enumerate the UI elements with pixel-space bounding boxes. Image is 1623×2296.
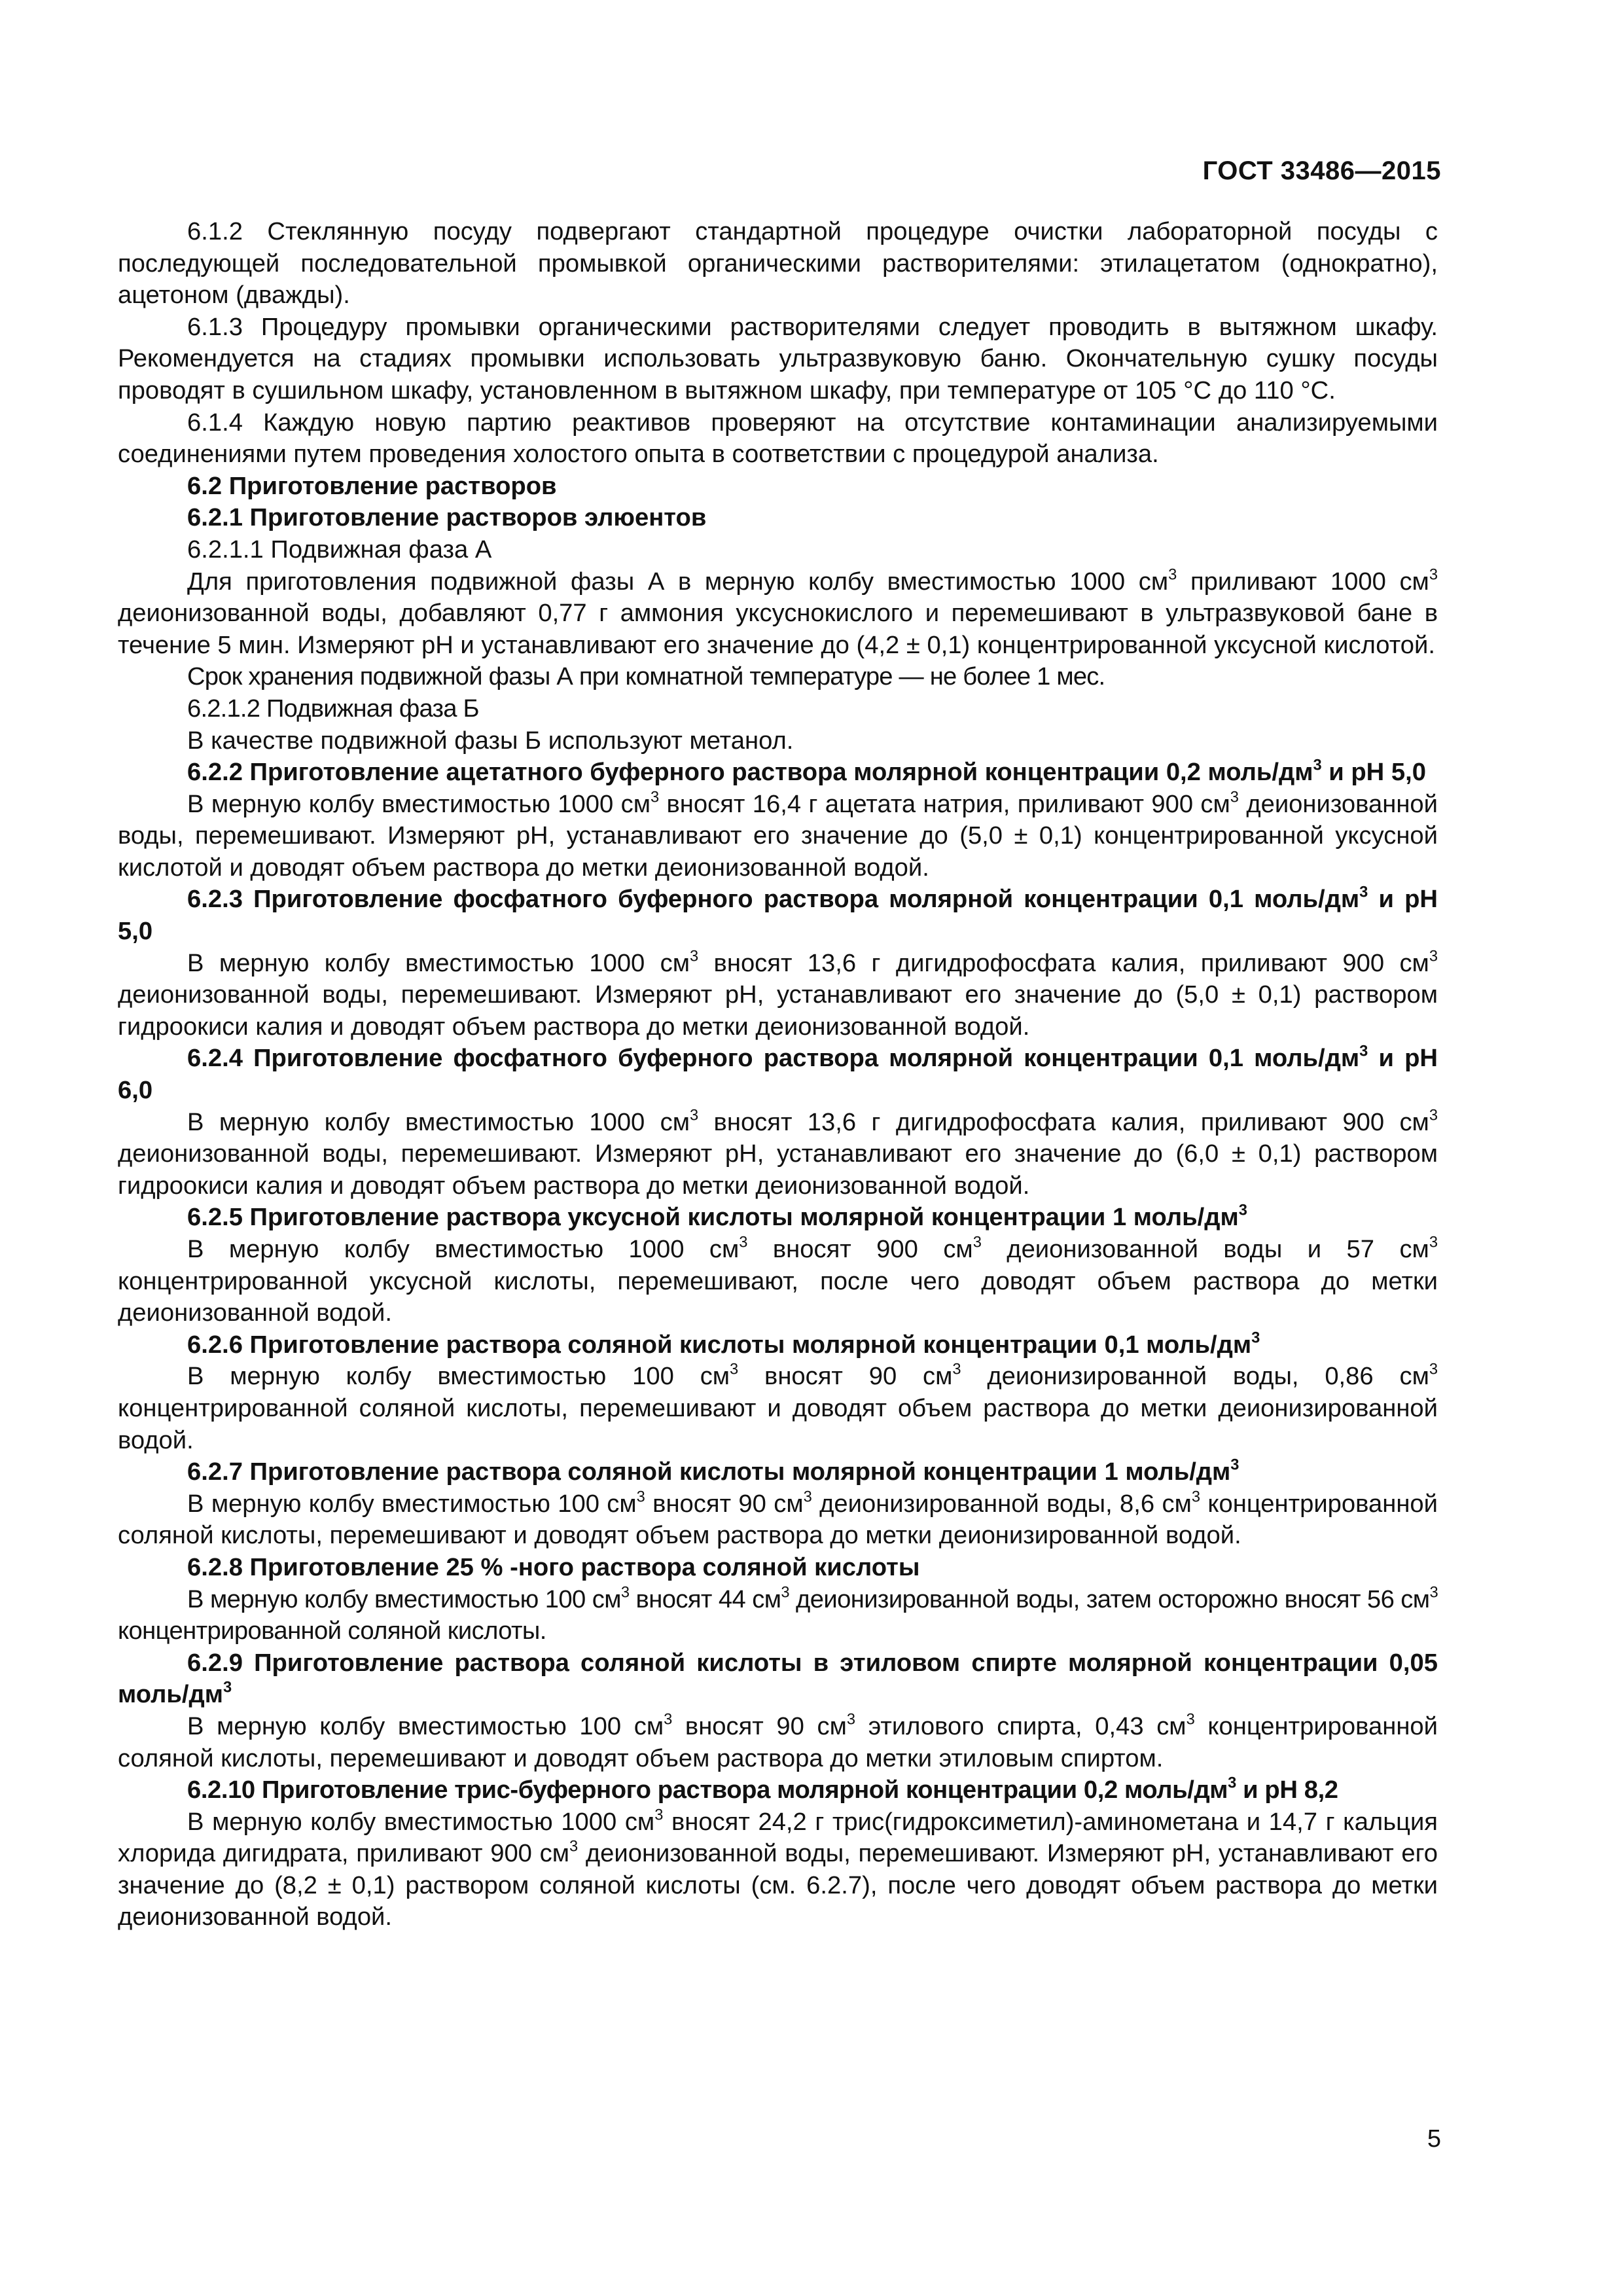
superscript: 3 [1429,1234,1438,1251]
section-heading-6-2-7 [118,1456,1438,1488]
superscript: 3 [1191,1488,1201,1506]
text-part: приливают 1000 см [1177,567,1429,596]
text-part: В мерную колбу вместимостью 1000 см [187,1807,655,1836]
text-part: деионизированной воды, 8,6 см [812,1489,1192,1518]
superscript: 3 [223,1679,232,1696]
text-part: концентрированной уксусной кислоты, перемешивают, после чего доводят объем раствора до метки деионизованной водой. [118,1266,1438,1327]
text-part: В мерную колбу вместимостью 1000 см [187,1235,740,1263]
text-part: концентрированной соляной кислоты, перемешивают и доводят объем раствора до метки этиловым спиртом. [118,1712,1438,1772]
text-part: вносят 24,2 г трис(гидроксиметил)-аминометана и 14,7 г кальция хлорида дигидрата, приливают 900 см [118,1807,1438,1868]
text-part: 6.2.4 Приготовление фосфатного буферного раствора молярной концентрации 0,1 моль/дм [187,1044,1360,1073]
text-part: 6.2.6 Приготовление раствора соляной кислоты молярной концентрации 0,1 моль/дм [187,1330,1252,1359]
paragraph-6-2-10 [118,1806,1438,1933]
section-heading-6-2-6 [118,1329,1438,1361]
text-part: вносят 90 см [672,1712,847,1740]
paragraph-storage-phase-a: Срок хранения подвижной фазы А при комнатной температуре — не более 1 мес. [187,662,1105,691]
superscript: 3 [1313,757,1322,774]
text-part: 6.2.5 Приготовление раствора уксусной кислоты молярной концентрации 1 моль/дм [187,1203,1239,1232]
text-part: и рН 8,2 [1236,1776,1338,1804]
subsection-heading-6-2-1-2: 6.2.1.2 Подвижная фаза Б [187,694,479,723]
superscript: 3 [781,1584,789,1602]
superscript: 3 [569,1838,579,1856]
superscript: 3 [739,1234,748,1251]
superscript: 3 [1230,789,1239,806]
superscript: 3 [1359,1043,1368,1061]
paragraph-6-2-3 [118,948,1438,1043]
superscript: 3 [1429,1361,1438,1378]
paragraph-6-2-4 [118,1107,1438,1202]
text-part: этилового спирта, 0,43 см [855,1712,1186,1740]
section-heading-6-2-5 [118,1202,1438,1234]
text-part: и рН 5,0 [1321,758,1426,787]
text-part: вносят 90 см [645,1489,804,1518]
text-part: 6.2.2 Приготовление ацетатного буферного раствора молярной концентрации 0,2 моль/дм [187,758,1313,787]
section-heading-6-2-1: 6.2.1 Приготовление растворов элюентов [187,503,707,532]
superscript: 3 [620,1584,630,1602]
paragraph-mobile-phase-a [118,566,1438,662]
superscript: 3 [1186,1711,1195,1729]
text-part: В мерную колбу вместимостью 100 см [187,1712,664,1740]
text-part: деионизированной воды, затем осторожно вносят 56 см [789,1585,1430,1613]
text-part: вносят 900 см [747,1235,973,1263]
text-part: и рН 6,0 [118,1044,1438,1105]
paragraph-6-1-3: 6.1.3 Процедуру промывки органическими растворителями следует проводить в вытяжном шкафу. Рекомендуется на стадиях промывки использовать ультразвуковую баню. Окончательную сушку посуды проводят в сушильном шкафу, установленном в вытяжном шкафу, при температуре от 105 °С до 110 °С. [118,312,1438,404]
superscript: 3 [1238,1202,1247,1220]
page-number: 5 [1427,2125,1441,2153]
superscript: 3 [1230,1456,1240,1474]
text-part: концентрированной соляной кислоты, перемешивают и доводят объем раствора до метки деионизированной водой. [118,1489,1438,1550]
superscript: 3 [1429,566,1438,584]
paragraph-6-2-6 [118,1361,1438,1456]
superscript: 3 [664,1711,673,1729]
superscript: 3 [690,1107,699,1124]
text-part: деионизованной воды, добавляют 0,77 г аммония уксуснокислого и перемешивают в ультразвуковой бане в течение 5 мин. Измеряют рН и устанавливают его значение до (4,2 ± 0,1) концентрированной уксусной кислотой. [118,599,1438,659]
superscript: 3 [1429,948,1438,965]
superscript: 3 [803,1488,812,1506]
section-heading-6-2-3 [118,884,1438,947]
superscript: 3 [1228,1774,1236,1792]
superscript: 3 [690,948,699,965]
document-body [118,216,1438,1933]
text-part: В мерную колбу вместимостью 1000 см [187,789,651,818]
text-part: 6.2.3 Приготовление фосфатного буферного раствора молярной концентрации 0,1 моль/дм [187,885,1360,914]
text-part: В мерную колбу вместимостью 1000 см [187,1107,690,1136]
superscript: 3 [952,1361,961,1378]
text-part: концентрированной соляной кислоты. [118,1617,546,1645]
paragraph-6-1-2: 6.1.2 Стеклянную посуду подвергают стандартной процедуре очистки лабораторной посуды с последующей последовательной промывкой органическими растворителями: этилацетатом (однократно), ацетоном (дважды). [118,217,1438,310]
text-part: 6.2.9 Приготовление раствора соляной кислоты в этиловом спирте молярной концентрации 0,05 моль/дм [118,1648,1438,1709]
text-part: 6.2.10 Приготовление трис-буферного раствора молярной концентрации 0,2 моль/дм [187,1776,1228,1804]
superscript: 3 [1251,1329,1260,1347]
section-heading-6-2-4 [118,1043,1438,1106]
text-part: В мерную колбу вместимостью 100 см [187,1362,730,1391]
text-part: Для приготовления подвижной фазы А в мерную колбу вместимостью 1000 см [187,567,1169,596]
document-header-standard-number: ГОСТ 33486—2015 [1202,156,1441,185]
superscript: 3 [1168,566,1177,584]
paragraph-6-1-4: 6.1.4 Каждую новую партию реактивов проверяют на отсутствие контаминации анализируемыми соединениями путем проведения холостого опыта в соответствии с процедурой анализа. [118,408,1438,469]
superscript: 3 [636,1488,645,1506]
text-part: и рН 5,0 [118,885,1438,946]
text-part: концентрированной соляной кислоты, перемешивают и доводят объем раствора до метки деионизированной водой. [118,1393,1438,1454]
superscript: 3 [846,1711,856,1729]
section-heading-6-2-2 [118,757,1438,789]
text-part: вносят 13,6 г дигидрофосфата калия, приливают 900 см [698,1107,1429,1136]
text-part: вносят 90 см [738,1362,953,1391]
text-part: деионизованной воды, перемешивают. Измеряют рН, устанавливают его значение до (5,0 ± 0,1) раствором гидроокиси калия и доводят объем раствора до метки деионизованной водой. [118,980,1438,1041]
text-part: 6.2.7 Приготовление раствора соляной кислоты молярной концентрации 1 моль/дм [187,1458,1231,1486]
text-part: деионизованной воды и 57 см [981,1235,1429,1263]
paragraph-6-2-2 [118,789,1438,884]
superscript: 3 [972,1234,982,1251]
text-part: деионизированной воды, 0,86 см [961,1362,1429,1391]
section-heading-6-2: 6.2 Приготовление растворов [187,471,557,500]
paragraph-6-2-9 [118,1711,1438,1774]
text-part: вносят 13,6 г дигидрофосфата калия, приливают 900 см [698,948,1429,977]
text-part: деионизованной воды, перемешивают. Измеряют рН, устанавливают его значение до (5,0 ± 0,1) концентрированной уксусной кислотой и доводят объем раствора до метки деионизованной водой. [118,789,1438,882]
text-part: деионизованной воды, перемешивают. Измеряют рН, устанавливают его значение до (6,0 ± 0,1) раствором гидроокиси калия и доводят объем раствора до метки деионизованной водой. [118,1139,1438,1200]
text-part: В мерную колбу вместимостью 100 см [187,1489,637,1518]
text-part: В мерную колбу вместимостью 1000 см [187,948,690,977]
superscript: 3 [1359,884,1368,902]
subsection-heading-6-2-1-1: 6.2.1.1 Подвижная фаза А [187,535,492,564]
text-part: В мерную колбу вместимостью 100 см [187,1585,621,1613]
superscript: 3 [650,789,660,806]
paragraph-6-2-7 [118,1488,1438,1552]
paragraph-mobile-phase-b: В качестве подвижной фазы Б используют метанол. [187,726,794,755]
paragraph-6-2-5 [118,1234,1438,1329]
section-heading-6-2-10 [118,1774,1438,1806]
paragraph-6-2-8 [118,1584,1438,1647]
superscript: 3 [1429,1584,1438,1602]
text-part: вносят 16,4 г ацетата натрия, приливают 900 см [659,789,1230,818]
superscript: 3 [730,1361,739,1378]
superscript: 3 [654,1806,664,1824]
text-part: деионизованной воды, перемешивают. Измеряют рН, устанавливают его значение до (8,2 ± 0,1) раствором соляной кислоты (см. 6.2.7), после чего доводят объем раствора до метки деионизованной водой. [118,1839,1438,1931]
text-part: вносят 44 см [629,1585,781,1613]
section-heading-6-2-8: 6.2.8 Приготовление 25 % -ного раствора соляной кислоты [187,1552,920,1581]
superscript: 3 [1429,1107,1438,1124]
section-heading-6-2-9 [118,1647,1438,1711]
